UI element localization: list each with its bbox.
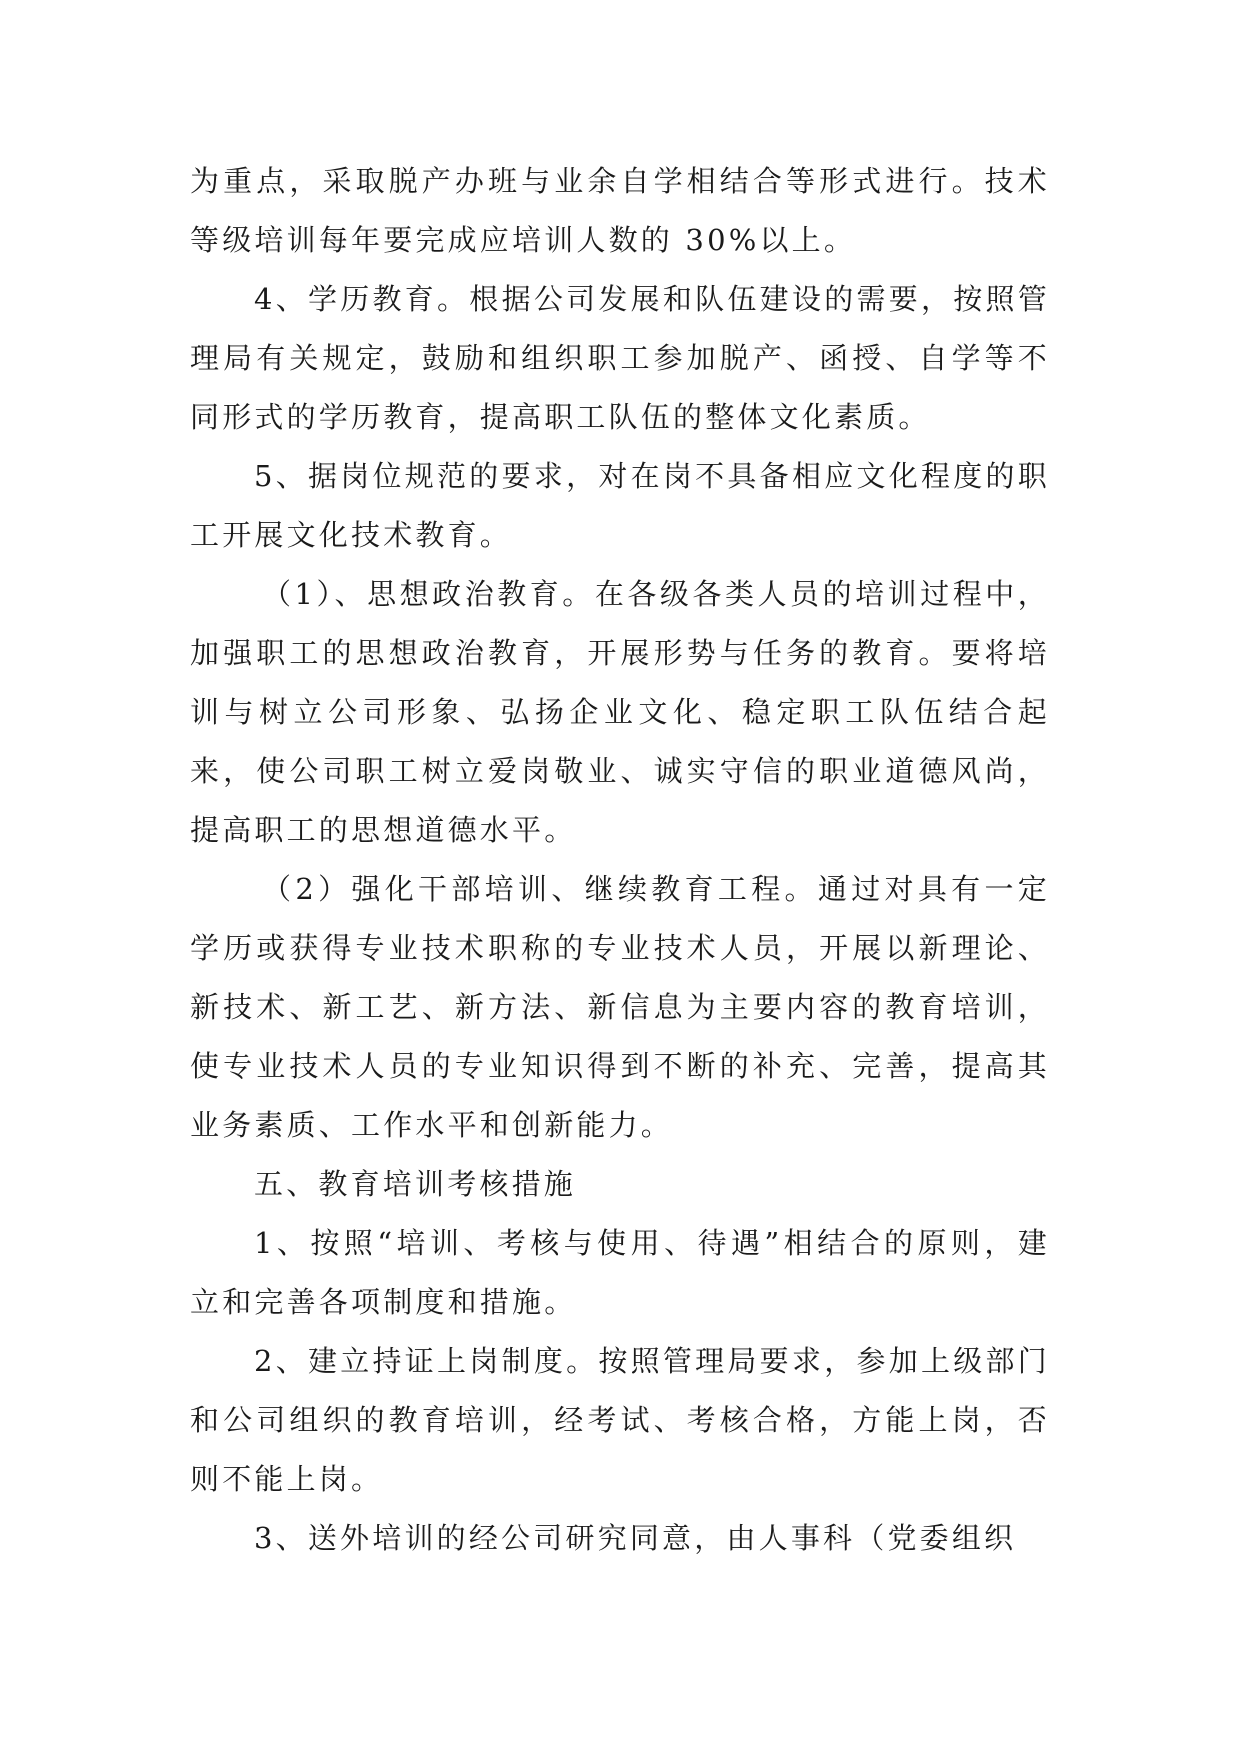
paragraph-continuation: 为重点，采取脱产办班与业余自学相结合等形式进行。技术等级培训每年要完成应培训人数的 30%以上。 xyxy=(190,164,1050,257)
paragraph-subitem-2-cadre: （2）强化干部培训、继续教育工程。通过对具有一定学历或获得专业技术职称的专业技术人员，开展以新理论、新技术、新工艺、新方法、新信息为主要内容的教育培训，使专业技术人员的专业知识得到不断的补充、完善，提高其业务素质、工作水平和创新能力。 xyxy=(190,872,1050,1142)
paragraph-assessment-2: 2、建立持证上岗制度。按照管理局要求，参加上级部门和公司组织的教育培训，经考试、考核合格，方能上岗，否则不能上岗。 xyxy=(190,1344,1050,1496)
paragraph-assessment-3: 3、送外培训的经公司研究同意，由人事科（党委组织 xyxy=(254,1521,1017,1555)
document-body xyxy=(190,152,1050,1568)
section-heading-assessment: 五、教育培训考核措施 xyxy=(254,1167,577,1201)
paragraph-assessment-1: 1、按照“培训、考核与使用、待遇”相结合的原则，建立和完善各项制度和措施。 xyxy=(190,1226,1050,1319)
paragraph-subitem-1-political: （1）、思想政治教育。在各级各类人员的培训过程中，加强职工的思想政治教育，开展形势与任务的教育。要将培训与树立公司形象、弘扬企业文化、稳定职工队伍结合起来，使公司职工树立爱岗敬业、诚实守信的职业道德风尚，提高职工的思想道德水平。 xyxy=(190,577,1050,847)
paragraph-item-5-culture: 5、据岗位规范的要求，对在岗不具备相应文化程度的职工开展文化技术教育。 xyxy=(190,459,1050,552)
paragraph-item-4-education: 4、学历教育。根据公司发展和队伍建设的需要，按照管理局有关规定，鼓励和组织职工参加脱产、函授、自学等不同形式的学历教育，提高职工队伍的整体文化素质。 xyxy=(190,282,1050,434)
